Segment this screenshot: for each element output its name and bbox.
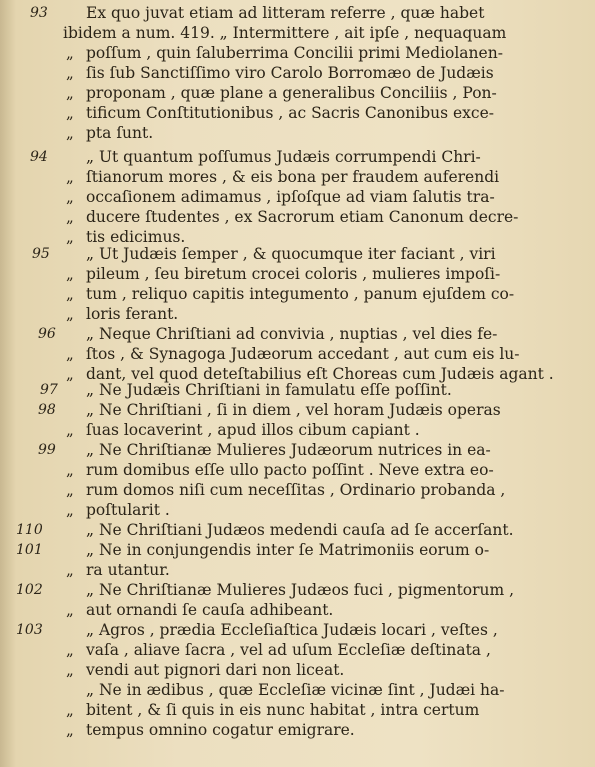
line-text: „ Ut quantum poſſumus Judæis corrumpendi Chri- — [86, 148, 481, 166]
line-text: „ Ne Judæis Chriſtiani in famulatu eſſe poſſint. — [86, 381, 452, 399]
quote-mark: „ — [66, 64, 74, 82]
text-line — [0, 520, 595, 540]
quote-mark: „ — [66, 641, 74, 659]
margin-number: 94 — [30, 149, 48, 165]
line-text: ſuas locaverint , apud illos cibum capiant . — [86, 421, 420, 439]
quote-mark: „ — [66, 168, 74, 186]
text-line — [0, 284, 595, 304]
text-line — [0, 123, 595, 143]
quote-mark: „ — [66, 365, 74, 383]
line-text: „ Ne in ædibus , quæ Eccleſiæ vicinæ ſint , Judæi ha- — [86, 681, 505, 699]
text-line — [0, 304, 595, 324]
text-line — [0, 344, 595, 364]
text-line — [0, 167, 595, 187]
quote-mark: „ — [66, 188, 74, 206]
text-line — [0, 103, 595, 123]
line-text: tempus omnino cogatur emigrare. — [86, 721, 355, 739]
line-text: „ Ne in conjungendis inter ſe Matrimoniis eorum o- — [86, 541, 490, 559]
line-text: bitent , & ſi quis in eis nunc habitat , intra certum — [86, 701, 480, 719]
line-text: Ex quo juvat etiam ad litteram referre , quæ habet — [86, 4, 485, 22]
text-line — [0, 460, 595, 480]
text-line — [0, 440, 595, 460]
quote-mark: „ — [66, 421, 74, 439]
line-text: aut ornandi ſe cauſa adhibeant. — [86, 601, 334, 619]
quote-mark: „ — [66, 481, 74, 499]
text-line — [0, 207, 595, 227]
quote-mark: „ — [66, 44, 74, 62]
line-text: loris ferant. — [86, 305, 179, 323]
margin-number: 95 — [32, 246, 50, 262]
margin-number: 96 — [38, 326, 56, 342]
margin-number: 103 — [16, 622, 43, 638]
quote-mark: „ — [66, 601, 74, 619]
text-line — [0, 3, 595, 23]
line-text: dant, vel quod deteſtabilius eſt Choreas cum Judæis agant . — [86, 365, 554, 383]
line-text: ibidem a num. 419. „ Intermittere , ait ipſe , nequaquam — [63, 24, 507, 42]
line-text: poſſum , quin ſaluberrima Concilii primi Mediolanen- — [86, 44, 503, 62]
quote-mark: „ — [66, 285, 74, 303]
line-text: „ Ne Chriſtiani , ſi in diem , vel horam Judæis operas — [86, 401, 501, 419]
text-line — [0, 720, 595, 740]
text-line — [0, 43, 595, 63]
line-text: tis edicimus. — [86, 228, 186, 246]
text-line — [0, 187, 595, 207]
line-text: ducere ſtudentes , ex Sacrorum etiam Canonum decre- — [86, 208, 519, 226]
line-text: „ Ne Chriſtianæ Mulieres Judæorum nutrices in ea- — [86, 441, 491, 459]
quote-mark: „ — [66, 345, 74, 363]
quote-mark: „ — [66, 701, 74, 719]
line-text: proponam , quæ plane a generalibus Conciliis , Pon- — [86, 84, 497, 102]
text-line — [0, 480, 595, 500]
line-text: pileum , ſeu biretum crocei coloris , mulieres impoſi- — [86, 265, 501, 283]
text-line — [0, 700, 595, 720]
text-line — [0, 540, 595, 560]
quote-mark: „ — [66, 501, 74, 519]
quote-mark: „ — [66, 208, 74, 226]
line-text: occaſionem adimamus , ipſoſque ad viam ſalutis tra- — [86, 188, 495, 206]
text-line — [0, 63, 595, 83]
line-text: poſtularit . — [86, 501, 170, 519]
text-line — [0, 147, 595, 167]
text-line — [0, 420, 595, 440]
line-text: „ Neque Chriſtiani ad convivia , nuptias , vel dies fe- — [86, 325, 498, 343]
text-line — [0, 660, 595, 680]
quote-mark: „ — [66, 228, 74, 246]
text-line — [0, 580, 595, 600]
margin-number: 93 — [30, 5, 48, 21]
line-text: pta ſunt. — [86, 124, 154, 142]
text-line — [0, 680, 595, 700]
text-line — [0, 620, 595, 640]
text-line — [0, 23, 595, 43]
text-line — [0, 400, 595, 420]
quote-mark: „ — [66, 305, 74, 323]
line-text: „ Agros , prædia Eccleſiaſtica Judæis locari , veſtes , — [86, 621, 498, 639]
quote-mark: „ — [66, 721, 74, 739]
line-text: ra utantur. — [86, 561, 170, 579]
quote-mark: „ — [66, 265, 74, 283]
line-text: rum domibus eſſe ullo pacto poſſint . Neve extra eo- — [86, 461, 494, 479]
line-text: tum , reliquo capitis integumento , panum ejuſdem co- — [86, 285, 515, 303]
text-line — [0, 380, 595, 400]
text-line — [0, 244, 595, 264]
line-text: ſtianorum mores , & eis bona per fraudem auferendi — [86, 168, 500, 186]
line-text: tificum Conſtitutionibus , ac Sacris Canonibus exce- — [86, 104, 495, 122]
margin-number: 102 — [16, 582, 43, 598]
margin-number: 97 — [40, 382, 58, 398]
quote-mark: „ — [66, 461, 74, 479]
margin-number: 110 — [16, 522, 43, 538]
line-text: rum domos niſi cum neceſſitas , Ordinario probanda , — [86, 481, 506, 499]
text-line — [0, 264, 595, 284]
line-text: „ Ne Chriſtianæ Mulieres Judæos fuci , pigmentorum , — [86, 581, 515, 599]
text-line — [0, 560, 595, 580]
line-text: vaſa , aliave ſacra , vel ad uſum Eccleſiæ deſtinata , — [86, 641, 491, 659]
margin-number: 101 — [16, 542, 43, 558]
text-line — [0, 83, 595, 103]
quote-mark: „ — [66, 124, 74, 142]
line-text: vendi aut pignori dari non liceat. — [86, 661, 345, 679]
quote-mark: „ — [66, 84, 74, 102]
margin-number: 98 — [38, 402, 56, 418]
text-line — [0, 500, 595, 520]
quote-mark: „ — [66, 661, 74, 679]
margin-number: 99 — [38, 442, 56, 458]
line-text: ſis ſub Sanctiſſimo viro Carolo Borromæo de Judæis — [86, 64, 494, 82]
line-text: ſtos , & Synagoga Judæorum accedant , aut cum eis lu- — [86, 345, 520, 363]
quote-mark: „ — [66, 104, 74, 122]
text-line — [0, 324, 595, 344]
quote-mark: „ — [66, 561, 74, 579]
text-line — [0, 640, 595, 660]
line-text: „ Ut Judæis ſemper , & quocumque iter faciant , viri — [86, 245, 496, 263]
line-text: „ Ne Chriſtiani Judæos medendi cauſa ad ſe accerſant. — [86, 521, 514, 539]
text-line — [0, 600, 595, 620]
